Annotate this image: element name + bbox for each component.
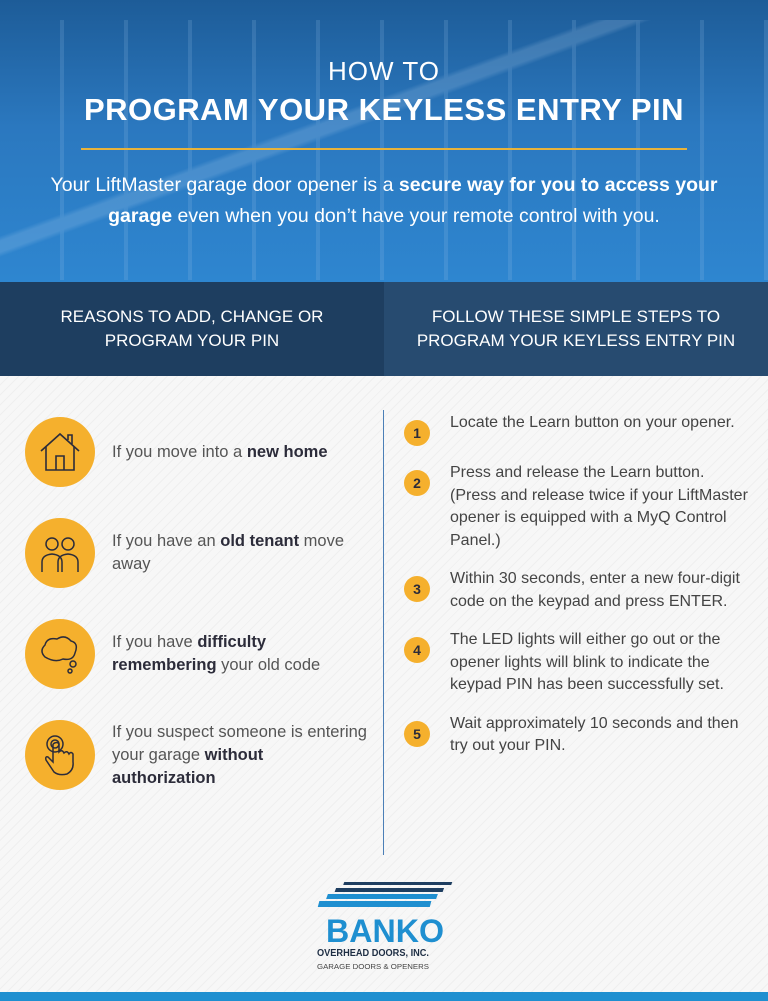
reasons-list — [25, 417, 375, 790]
reason-text: If you have an — [112, 532, 221, 550]
reason-item — [25, 720, 375, 790]
reason-text: If you move into a — [112, 442, 247, 461]
finger-tap-icon — [25, 720, 95, 790]
reason-bold: new home — [246, 442, 328, 461]
logo-name: BANKO — [326, 913, 444, 949]
step-number: 3 — [404, 576, 430, 602]
reason-text: move away — [112, 532, 345, 573]
page-title: PROGRAM YOUR KEYLESS ENTRY PIN — [83, 92, 685, 127]
reason-item — [25, 518, 375, 588]
logo-line2: GARAGE DOORS & OPENERS — [317, 962, 429, 971]
column-divider — [383, 410, 384, 855]
step-number: 2 — [404, 470, 430, 496]
step-text: The LED lights will either go out or the opener lights will blink to indicate the keypad PIN has been successfully set. — [450, 631, 724, 693]
steps-heading-text: FOLLOW THESE SIMPLE STEPS TO PROGRAM YOUR KEYLESS ENTRY PIN — [416, 307, 736, 350]
pretitle: HOW TO — [328, 56, 440, 86]
logo-line1: OVERHEAD DOORS, INC. — [317, 948, 430, 959]
reason-item — [25, 619, 375, 689]
steps-heading — [384, 282, 768, 376]
thought-cloud-icon — [25, 619, 95, 689]
step-item — [404, 412, 754, 446]
step-text: Locate the Learn button on your opener. — [450, 414, 735, 431]
reason-item — [25, 417, 375, 487]
intro-bold: secure way for you to access your garage — [108, 174, 718, 227]
banko-logo — [315, 880, 455, 976]
intro-part: Your LiftMaster garage door opener is a — [50, 174, 399, 196]
reason-text: If you have — [112, 633, 198, 651]
step-item — [404, 568, 754, 613]
step-text: Within 30 seconds, enter a new four-digit code on the keypad and press ENTER. — [450, 570, 740, 610]
people-icon — [25, 518, 95, 588]
steps-list — [404, 412, 754, 758]
reason-text: your old code — [216, 656, 321, 674]
step-item — [404, 713, 754, 758]
title-divider — [81, 148, 687, 150]
reason-text: If you suspect someone is entering your garage — [112, 722, 367, 764]
hero-header — [0, 0, 768, 282]
reason-bold: difficulty remembering — [112, 633, 267, 674]
reason-bold: old tenant — [220, 532, 300, 550]
step-item — [404, 462, 754, 552]
step-number: 5 — [404, 721, 430, 747]
step-number: 1 — [404, 420, 430, 446]
intro-text — [20, 170, 748, 232]
footer-bar — [0, 992, 768, 1001]
reason-bold: without authorization — [112, 745, 264, 787]
step-text: Press and release the Learn button. (Press and release twice if your LiftMaster opener is equipped with a MyQ Control Panel.) — [450, 464, 748, 549]
reasons-heading-text: REASONS TO ADD, CHANGE OR PROGRAM YOUR PIN — [60, 307, 324, 350]
intro-part: even when you don’t have your remote control with you. — [172, 205, 660, 227]
step-text: Wait approximately 10 seconds and then try out your PIN. — [450, 714, 739, 754]
step-item — [404, 629, 754, 697]
house-icon — [25, 417, 95, 487]
step-number: 4 — [404, 637, 430, 663]
reasons-heading — [0, 282, 384, 376]
